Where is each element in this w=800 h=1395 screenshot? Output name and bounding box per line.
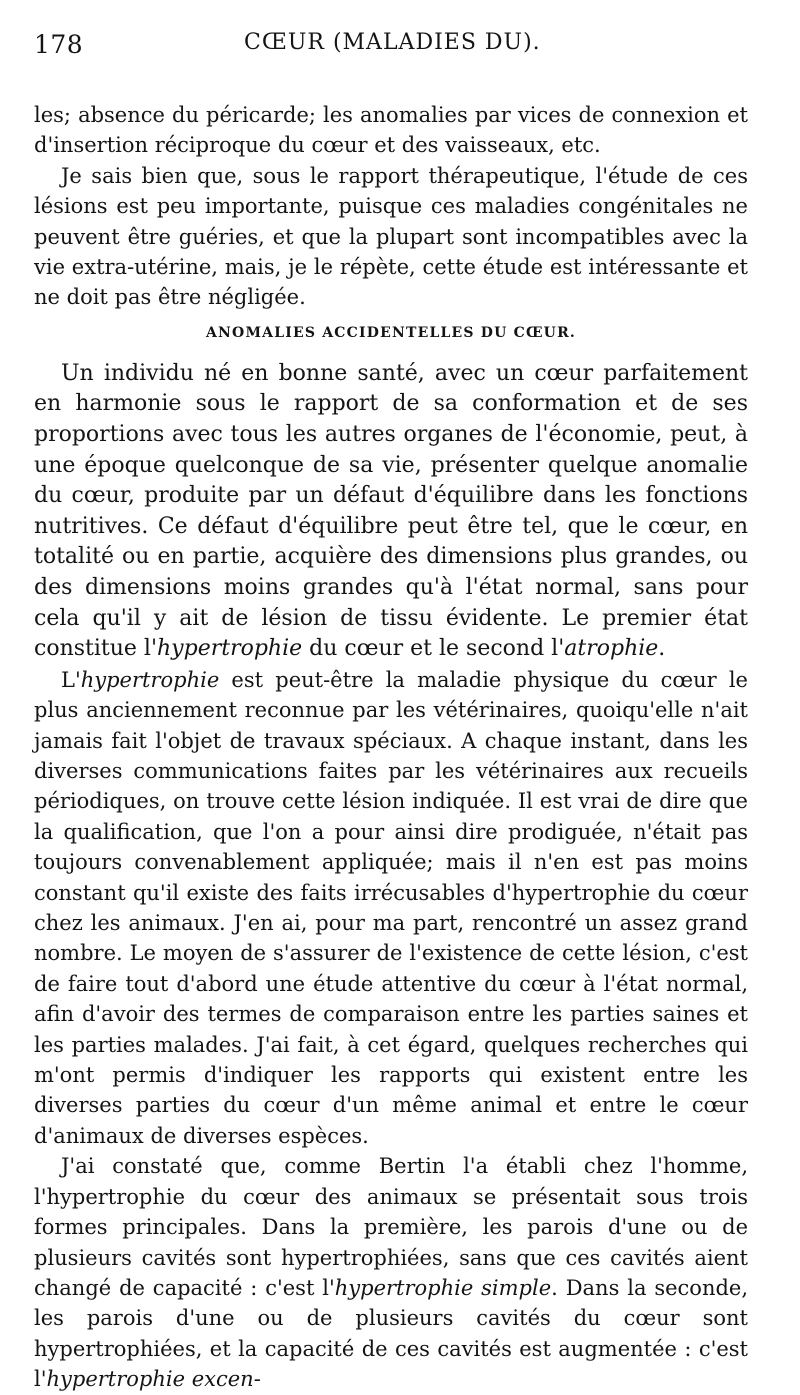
text-run: J'ai constaté que, comme Bertin l'a établi chez l'homme, l'hypertrophie du cœur des animaux se présentait sous trois formes principales. Dans la première, les parois d'une ou de plusieurs cavités sont hypertrophiées, sans que ces cavités aient changé de capacité : c'est l' [34, 1154, 748, 1300]
paragraph-hypertrophy [34, 665, 748, 1152]
paragraph-therapeutic: Je sais bien que, sous le rapport thérapeutique, l'étude de ces lésions est peu importante, puisque ces maladies congénitales ne peuvent être guéries, et que la plupart sont incompatibles avec la vie extra-utérine, mais, je le répète, cette étude est intéressante et ne doit pas être négligée. [34, 163, 748, 310]
text-run: est peut-être la maladie physique du cœur le plus anciennement reconnue par les vétérinaires, quoiqu'elle n'ait jamais fait l'objet de travaux spéciaux. A chaque instant, dans les diverses communications faites par les vétérinaires aux recueils périodiques, on trouve cette lésion indiquée. Il est vrai de dire que la qualification, que l'on a pour ainsi dire prodiguée, n'était pas toujours convenablement appliquée; mais il n'en est pas moins constant qu'il existe des faits irrécusables d'hypertrophie du cœur chez les animaux. J'en ai, pour ma part, rencontré un assez grand nombre. Le moyen de s'assurer de l'existence de cette lésion, c'est de faire tout d'abord une étude attentive du cœur à l'état normal, afin d'avoir des termes de comparaison entre les parties saines et les parties malades. J'ai fait, à cet égard, quelques recherches qui m'ont permis d'indiquer les rapports qui existent entre les diverses parties du cœur d'un même animal et entre le cœur d'animaux de diverses espèces. [34, 667, 748, 1148]
text-run: du cœur et le second l' [302, 636, 565, 662]
text-run: L' [61, 667, 81, 692]
text-run: . [658, 636, 666, 662]
page-number: 178 [34, 30, 84, 59]
running-head [34, 30, 748, 66]
emphasis-hypertrophie: hypertrophie [157, 636, 303, 662]
emphasis-hypertrophie: hypertrophie [80, 667, 220, 692]
page-body [34, 100, 748, 1395]
emphasis-hypertrophie-simple: hypertrophie simple [334, 1275, 552, 1300]
section-heading: ANOMALIES ACCIDENTELLES DU CŒUR. [205, 324, 576, 341]
emphasis-hypertrophie-excen: hypertrophie excen- [46, 1367, 261, 1392]
text-run: . Dans la seconde, les parois d'une ou de plusieurs cavités du cœur sont hypertrophiées, et la capacité de ces cavités est augmentée : c'est l' [34, 1275, 749, 1392]
paragraph-three-forms [34, 1151, 748, 1394]
running-title: CŒUR (MALADIES DU). [244, 30, 541, 55]
text-run: Un individu né en bonne santé, avec un cœur parfaitement en harmonie sous le rapport de sa conformation et de ses proportions avec tous les autres organes de l'économie, peut, à une époque quelconque de sa vie, présenter quelque anomalie du cœur, produite par un défaut d'équilibre dans les fonctions nutritives. Ce défaut d'équilibre peut être tel, que le cœur, en totalité ou en partie, acquière des dimensions plus grandes, ou des dimensions moins grandes qu'à l'état normal, sans pour cela qu'il y ait de lésion de tissu évidente. Le premier état constitue l' [34, 360, 748, 662]
paragraph-accidental-anomalies [34, 359, 748, 665]
emphasis-atrophie: atrophie [564, 636, 659, 662]
paragraph-continued: les; absence du péricarde; les anomalies par vices de connexion et d'insertion réciproque du cœur et des vaisseaux, etc. [34, 103, 748, 158]
